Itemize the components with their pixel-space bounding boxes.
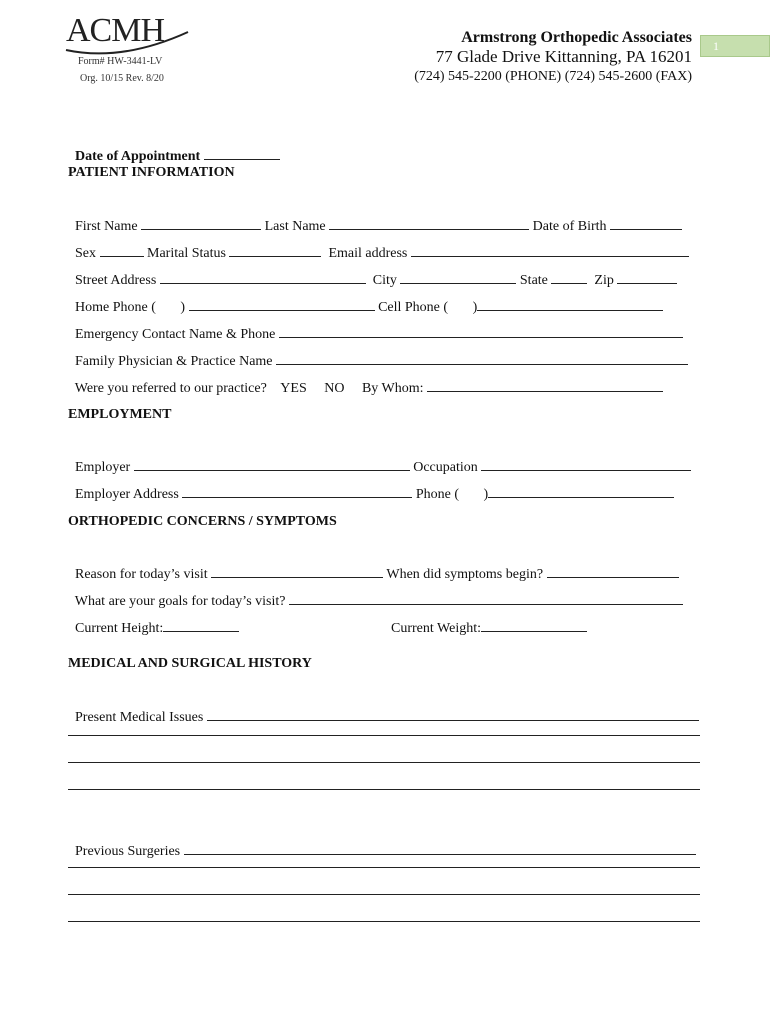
emergency-label: Emergency Contact Name & Phone [75, 327, 276, 342]
employer-address-field[interactable] [182, 484, 412, 498]
present-issues-line[interactable] [68, 735, 700, 736]
street-field[interactable] [160, 270, 366, 284]
reason-field[interactable] [211, 564, 383, 578]
home-phone-field[interactable] [189, 297, 375, 311]
zip-field[interactable] [617, 270, 677, 284]
weight-label: Current Weight: [391, 621, 481, 636]
first-name-label: First Name [75, 219, 138, 234]
occupation-field[interactable] [481, 457, 691, 471]
emergency-field[interactable] [279, 324, 683, 338]
by-whom-field[interactable] [427, 378, 663, 392]
referral-row [68, 364, 663, 396]
present-issues-field[interactable] [207, 707, 699, 721]
referred-no-option[interactable]: NO [324, 381, 345, 396]
employment-heading: EMPLOYMENT [68, 407, 172, 422]
revision-date: Org. 10/15 Rev. 8/20 [80, 73, 164, 84]
patient-info-heading: PATIENT INFORMATION [68, 165, 235, 180]
appointment-date-field[interactable] [204, 146, 280, 160]
state-field[interactable] [551, 270, 587, 284]
when-field[interactable] [547, 564, 679, 578]
previous-surgeries-line[interactable] [68, 921, 700, 922]
employer-label: Employer [75, 460, 131, 475]
employer-address-label: Employer Address [75, 487, 179, 502]
sex-label: Sex [75, 246, 96, 261]
goals-field[interactable] [289, 591, 683, 605]
previous-surgeries-line[interactable] [68, 894, 700, 895]
appointment-label: Date of Appointment [75, 149, 201, 164]
by-whom-label: By Whom: [361, 381, 424, 396]
last-name-field[interactable] [329, 216, 529, 230]
street-label: Street Address [75, 273, 157, 288]
previous-surgeries-field[interactable] [184, 841, 696, 855]
height-label: Current Height: [75, 621, 164, 636]
cell-phone-label: Cell Phone ( [378, 300, 449, 315]
present-issues-label: Present Medical Issues [75, 710, 204, 725]
state-label: State [519, 273, 548, 288]
zip-label: Zip [594, 273, 614, 288]
email-label: Email address [328, 246, 408, 261]
physician-field[interactable] [276, 351, 688, 365]
cell-phone-paren: ) [472, 300, 478, 315]
present-issues-line[interactable] [68, 789, 700, 790]
practice-name: Armstrong Orthopedic Associates [461, 29, 692, 46]
concerns-heading: ORTHOPEDIC CONCERNS / SYMPTOMS [68, 514, 337, 529]
marital-field[interactable] [229, 243, 321, 257]
employer-phone-paren: ) [483, 487, 489, 502]
page-number-tab: 1 [700, 35, 770, 57]
employer-phone-label: Phone ( [415, 487, 459, 502]
employer-address-row [68, 470, 674, 502]
home-phone-label: Home Phone ( [75, 300, 156, 315]
home-phone-paren: ) [180, 300, 186, 315]
practice-phone-fax: (724) 545-2200 (PHONE) (724) 545-2600 (FAX) [414, 69, 692, 84]
goals-label: What are your goals for today’s visit? [74, 594, 286, 609]
height-field[interactable] [163, 618, 239, 632]
weight-cell [384, 604, 587, 636]
history-heading: MEDICAL AND SURGICAL HISTORY [68, 656, 312, 671]
appointment-row [68, 132, 280, 164]
practice-address: 77 Glade Drive Kittanning, PA 16201 [435, 47, 692, 66]
employer-phone-field[interactable] [488, 484, 674, 498]
acmh-logo: ACMH [66, 12, 165, 49]
sex-field[interactable] [100, 243, 144, 257]
height-cell [68, 604, 239, 636]
last-name-label: Last Name [264, 219, 326, 234]
first-name-field[interactable] [141, 216, 261, 230]
dob-field[interactable] [610, 216, 682, 230]
physician-label: Family Physician & Practice Name [75, 354, 273, 369]
city-label: City [372, 273, 397, 288]
referred-yes-option[interactable]: YES [280, 381, 307, 396]
present-issues-row [68, 693, 699, 725]
previous-surgeries-label: Previous Surgeries [75, 844, 181, 859]
city-field[interactable] [400, 270, 516, 284]
when-label: When did symptoms begin? [386, 567, 544, 582]
previous-surgeries-line[interactable] [68, 867, 700, 868]
employer-field[interactable] [134, 457, 410, 471]
referred-label: Were you referred to our practice? [74, 381, 267, 396]
weight-field[interactable] [481, 618, 587, 632]
cell-phone-field[interactable] [477, 297, 663, 311]
email-field[interactable] [411, 243, 689, 257]
logo-swoosh-icon [62, 20, 192, 60]
previous-surgeries-row [68, 827, 696, 859]
form-number: Form# HW-3441-LV [78, 56, 163, 67]
reason-label: Reason for today’s visit [75, 567, 208, 582]
occupation-label: Occupation [413, 460, 478, 475]
dob-label: Date of Birth [532, 219, 607, 234]
marital-label: Marital Status [147, 246, 226, 261]
present-issues-line[interactable] [68, 762, 700, 763]
